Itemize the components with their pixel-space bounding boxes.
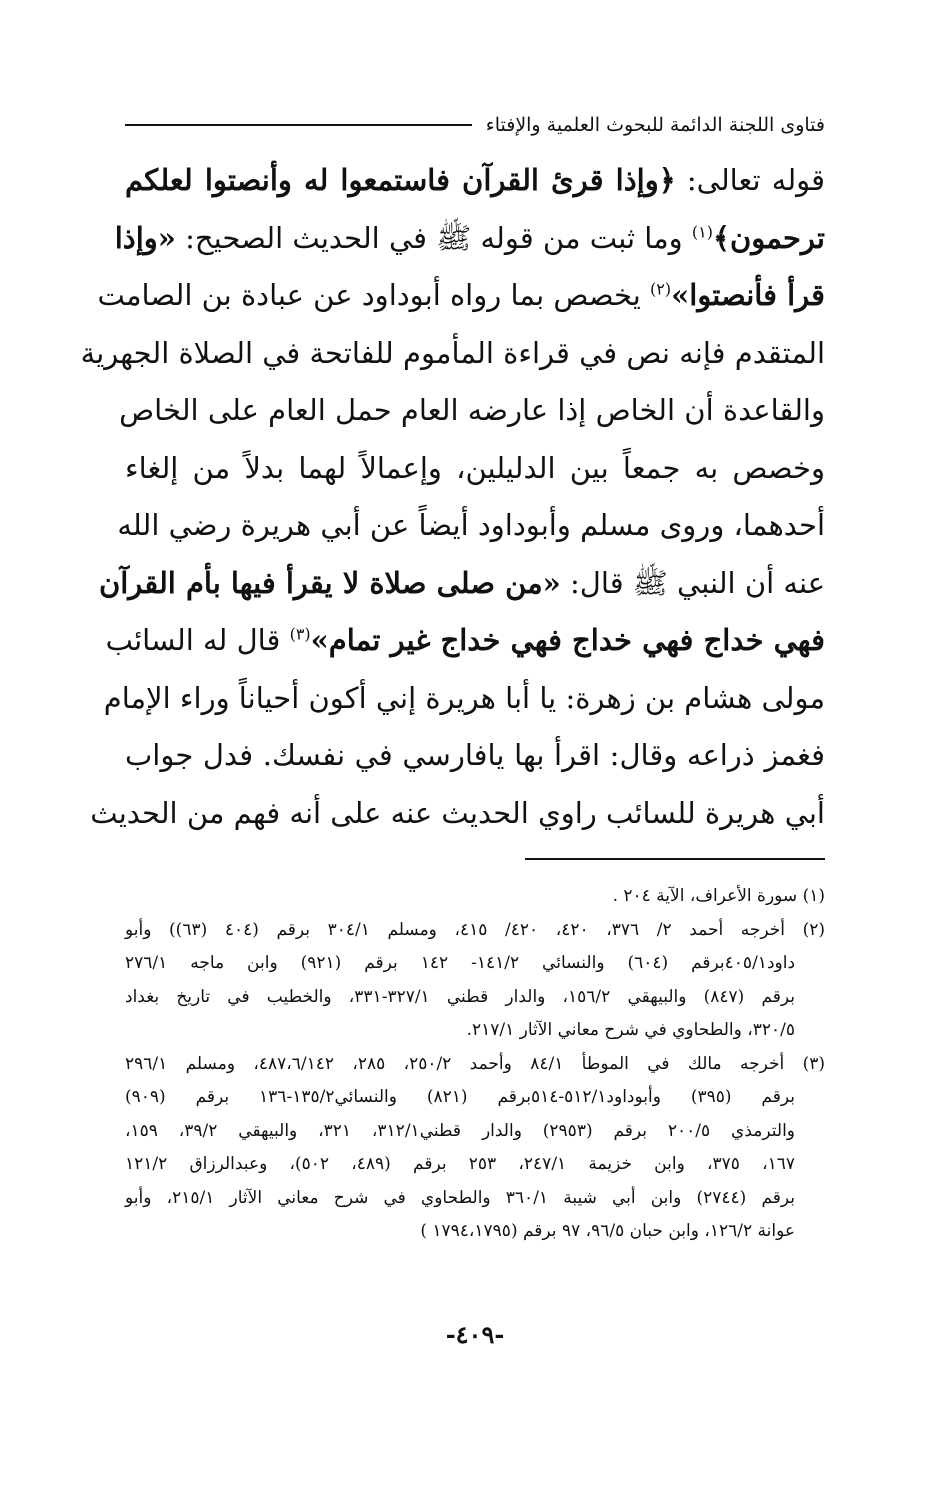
running-header (125, 114, 825, 136)
body-line-10: مولى هشام بن زهرة: يا أبا هريرة إني أكون أحياناً وراء الإمام (103, 680, 825, 715)
header-title: فتاوى اللجنة الدائمة للبحوث العلمية والإفتاء (485, 114, 825, 136)
footnote-2-line-2: داود٤٠٥/١برقم (٦٠٤) والنسائي ١٤١/٢- ١٤٢ برقم (٩٢١) وابن ماجه ٢٧٦/١ (125, 953, 796, 973)
header-rule (125, 124, 472, 126)
footnote-2-line-4: ٣٢٠/٥، والطحاوي في شرح معاني الآثار ٢١٧/١. (466, 1020, 795, 1040)
body-line-9: فهي خداج فهي خداج فهي خداج غير تمام»$^{(٣)}$ قال له السائب (105, 623, 825, 657)
hadith-quote-end: قرأ فأنصتوا» (671, 278, 825, 312)
footnote-3-line-6: عوانة ١٢٦/٢، وابن حبان ٩٦/٥، ٩٧ برقم (١٧٩٤،١٧٩٥ ) (420, 1221, 795, 1241)
body-line-12: أبي هريرة للسائب راوي الحديث عنه على أنه فهم من الحديث (90, 795, 825, 830)
body-line-1: قوله تعالى: ﴿وإذا قرئ القرآن فاستمعوا له وأنصتوا لعلكم (125, 163, 825, 197)
footnote-ref-3: (٣) (289, 624, 311, 644)
hadith-quote: «وإذا (114, 220, 176, 255)
footnote-3-line-3: والترمذي ٢٠٠/٥ برقم (٢٩٥٣) والدار قطني٣١٢/١، ٣٢١، والبيهقي ٣٩/٢، ١٥٩، (125, 1120, 796, 1141)
footnotes (125, 880, 825, 1249)
footnote-3-line-1: (٣) أخرجه مالك في الموطأ ٨٤/١ وأحمد ٢٥٠/٢، ٢٨٥، ٤٨٧،٦/١٤٢، ومسلم ٢٩٦/١ (125, 1053, 825, 1074)
quran-quote: ﴿وإذا قرئ القرآن فاستمعوا له وأنصتوا لعلكم (125, 163, 676, 197)
footnote-2-line-1: (٢) أخرجه أحمد ٢/ ٣٧٦، ٤٢٠، ٤٢٠/ ٤١٥، ومسلم ٣٠٤/١ برقم (٤٠٤ (٦٣)) وأبو (125, 919, 826, 940)
quran-quote-end: ترحمون﴾ (712, 220, 825, 255)
body-line-5: والقاعدة أن الخاص إذا عارضه العام حمل العام على الخاص (119, 393, 825, 427)
body-line-3: قرأ فأنصتوا»$^{(٢)}$ يخصص بما رواه أبوداود عن عبادة بن الصامت (97, 278, 825, 312)
body-line-7: أحدهما، وروى مسلم وأبوداود أيضاً عن أبي هريرة رضي الله (117, 508, 825, 542)
footnote-separator (525, 858, 825, 860)
body-line-8: عنه أن النبي ﷺ قال: «من صلى صلاة لا يقرأ فيها بأم القرآن (98, 565, 825, 600)
hadith-quote-2: «من صلى صلاة لا يقرأ فيها بأم القرآن (98, 565, 561, 600)
footnote-ref-1: (١) (691, 221, 713, 241)
body-line-6: وخصص به جمعاً بين الدليلين، وإعمالاً لهما بدلاً من إلغاء (125, 450, 825, 485)
body-line-4: المتقدم فإنه نص في قراءة المأموم للفاتحة في الصلاة الجهرية (80, 335, 825, 370)
body-line-11: فغمز ذراعه وقال: اقرأ بها يافارسي في نفسك. فدل جواب (125, 738, 825, 772)
hadith-quote-2-end: فهي خداج فهي خداج فهي خداج غير تمام» (310, 623, 825, 657)
footnote-ref-2: (٢) (650, 279, 672, 299)
footnote-1: (١) سورة الأعراف، الآية ٢٠٤ . (612, 886, 825, 906)
footnote-3-line-2: برقم (٣٩٥) وأبوداود٥١٢/١-٥١٤برقم (٨٢١) والنسائي١٣٥/٢-١٣٦ برقم (٩٠٩) (125, 1087, 795, 1107)
body-line-2: ترحمون﴾$^{(١)}$ وما ثبت من قوله ﷺ في الحديث الصحيح: «وإذا (114, 220, 825, 255)
footnote-3-line-4: ١٦٧، ٣٧٥، وابن خزيمة ٢٤٧/١، ٢٥٣ برقم (٤٨٩، ٥٠٢)، وعبدالرزاق ١٢١/٢ (125, 1154, 796, 1174)
main-text (80, 152, 825, 842)
footnote-2-line-3: برقم (٨٤٧) والبيهقي ١٥٦/٢، والدار قطني ٣٢٧/١-٣٣١، والخطيب في تاريخ بغداد (125, 986, 796, 1007)
footnote-3-line-5: برقم (٢٧٤٤) وابن أبي شيبة ٣٦٠/١ والطحاوي في شرح معاني الآثار ٢١٥/١، وأبو (125, 1187, 796, 1208)
page-number: -٤٠٩- (445, 1320, 505, 1349)
